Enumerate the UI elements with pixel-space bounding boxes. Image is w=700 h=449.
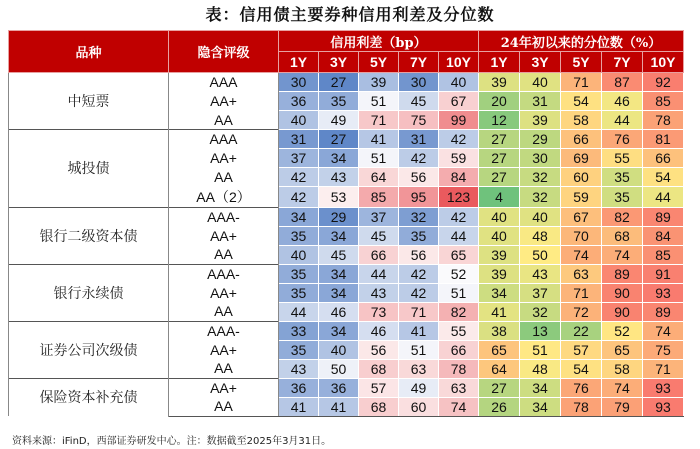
spread-cell: 34: [319, 264, 359, 283]
percentile-cell: 68: [602, 226, 643, 245]
percentile-cell: 66: [643, 149, 684, 168]
header-percentile-group: 24年初以来的分位数（%）: [479, 31, 684, 52]
percentile-cell: 74: [602, 245, 643, 264]
spread-cell: 63: [439, 378, 479, 397]
percentile-cell: 38: [479, 321, 520, 340]
spread-cell: 35: [399, 226, 439, 245]
percentile-cell: 66: [561, 130, 602, 149]
spread-cell: 40: [279, 245, 319, 264]
percentile-cell: 93: [643, 397, 684, 416]
percentile-cell: 32: [520, 187, 561, 208]
header-rating: 隐含评级: [169, 31, 279, 73]
percentile-cell: 75: [643, 340, 684, 359]
percentile-tenor-header: 3Y: [520, 52, 561, 73]
percentile-cell: 76: [561, 378, 602, 397]
spread-cell: 66: [359, 245, 399, 264]
spread-cell: 41: [279, 397, 319, 416]
spread-cell: 34: [319, 321, 359, 340]
percentile-cell: 48: [520, 226, 561, 245]
spread-cell: 35: [319, 92, 359, 111]
percentile-cell: 50: [520, 245, 561, 264]
table-row: [9, 130, 684, 149]
spread-cell: 31: [399, 130, 439, 149]
spread-cell: 42: [399, 264, 439, 283]
percentile-cell: 76: [602, 130, 643, 149]
percentile-cell: 93: [643, 378, 684, 397]
rating-cell: AAA: [169, 73, 279, 92]
rating-cell: AA: [169, 168, 279, 187]
spread-cell: 56: [359, 340, 399, 359]
spread-cell: 95: [399, 187, 439, 208]
spread-cell: 73: [359, 302, 399, 321]
spread-cell: 56: [399, 245, 439, 264]
percentile-cell: 32: [520, 168, 561, 187]
table-row: [9, 264, 684, 283]
percentile-cell: 59: [561, 187, 602, 208]
spread-cell: 75: [399, 111, 439, 130]
spread-cell: 41: [359, 130, 399, 149]
spread-cell: 34: [279, 207, 319, 226]
spread-cell: 46: [359, 321, 399, 340]
percentile-cell: 81: [643, 130, 684, 149]
percentile-cell: 51: [520, 340, 561, 359]
spread-table: [8, 30, 684, 417]
rating-cell: AA+: [169, 283, 279, 302]
spread-cell: 50: [319, 359, 359, 378]
category-cell: 城投债: [9, 130, 169, 208]
spread-cell: 44: [359, 264, 399, 283]
spread-cell: 45: [359, 226, 399, 245]
spread-cell: 45: [319, 245, 359, 264]
rating-cell: AA: [169, 359, 279, 378]
spread-cell: 71: [359, 111, 399, 130]
spread-tenor-header: 5Y: [359, 52, 399, 73]
spread-cell: 36: [279, 378, 319, 397]
percentile-cell: 78: [643, 111, 684, 130]
spread-cell: 32: [399, 207, 439, 226]
spread-cell: 67: [439, 92, 479, 111]
percentile-cell: 27: [479, 378, 520, 397]
percentile-cell: 34: [479, 283, 520, 302]
spread-cell: 35: [279, 264, 319, 283]
rating-cell: AAA: [169, 130, 279, 149]
spread-cell: 43: [319, 168, 359, 187]
spread-cell: 44: [439, 226, 479, 245]
rating-cell: AA+: [169, 226, 279, 245]
percentile-cell: 85: [643, 92, 684, 111]
spread-cell: 44: [279, 302, 319, 321]
spread-cell: 78: [439, 359, 479, 378]
percentile-cell: 90: [602, 283, 643, 302]
percentile-cell: 79: [602, 397, 643, 416]
spread-cell: 68: [359, 359, 399, 378]
spread-cell: 46: [319, 302, 359, 321]
percentile-cell: 35: [602, 168, 643, 187]
spread-cell: 51: [359, 149, 399, 168]
percentile-cell: 48: [520, 359, 561, 378]
spread-cell: 29: [319, 207, 359, 226]
percentile-cell: 37: [520, 283, 561, 302]
spread-cell: 40: [319, 340, 359, 359]
percentile-cell: 74: [602, 378, 643, 397]
spread-cell: 42: [439, 207, 479, 226]
rating-cell: AA: [169, 111, 279, 130]
spread-cell: 35: [279, 226, 319, 245]
spread-cell: 31: [279, 130, 319, 149]
percentile-cell: 27: [479, 168, 520, 187]
percentile-cell: 84: [643, 226, 684, 245]
rating-cell: AA: [169, 245, 279, 264]
percentile-cell: 71: [561, 283, 602, 302]
spread-cell: 68: [359, 397, 399, 416]
spread-cell: 60: [399, 397, 439, 416]
percentile-cell: 91: [643, 264, 684, 283]
percentile-cell: 4: [479, 187, 520, 208]
category-cell: 中短票: [9, 73, 169, 130]
spread-cell: 51: [439, 283, 479, 302]
percentile-cell: 43: [520, 264, 561, 283]
percentile-cell: 69: [561, 149, 602, 168]
rating-cell: AAA-: [169, 264, 279, 283]
category-cell: 证券公司次级债: [9, 321, 169, 378]
percentile-tenor-header: 1Y: [479, 52, 520, 73]
percentile-cell: 27: [479, 130, 520, 149]
spread-cell: 27: [319, 73, 359, 92]
spread-cell: 66: [439, 340, 479, 359]
percentile-cell: 22: [561, 321, 602, 340]
percentile-cell: 85: [643, 245, 684, 264]
percentile-cell: 35: [602, 187, 643, 208]
percentile-cell: 82: [602, 207, 643, 226]
spread-tenor-header: 1Y: [279, 52, 319, 73]
spread-cell: 42: [439, 130, 479, 149]
spread-cell: 41: [399, 321, 439, 340]
rating-cell: AA+: [169, 378, 279, 397]
spread-cell: 37: [359, 207, 399, 226]
spread-tenor-header: 3Y: [319, 52, 359, 73]
category-cell: 银行二级资本债: [9, 207, 169, 264]
percentile-cell: 93: [643, 283, 684, 302]
percentile-cell: 30: [520, 149, 561, 168]
percentile-cell: 58: [602, 359, 643, 378]
spread-cell: 27: [319, 130, 359, 149]
percentile-cell: 60: [561, 168, 602, 187]
percentile-cell: 89: [643, 302, 684, 321]
percentile-cell: 40: [479, 207, 520, 226]
spread-cell: 34: [319, 149, 359, 168]
spread-cell: 85: [359, 187, 399, 208]
spread-cell: 41: [319, 397, 359, 416]
percentile-cell: 72: [561, 302, 602, 321]
percentile-cell: 89: [602, 264, 643, 283]
percentile-cell: 20: [479, 92, 520, 111]
percentile-cell: 55: [602, 149, 643, 168]
table-row: [9, 73, 684, 92]
percentile-cell: 54: [561, 92, 602, 111]
percentile-cell: 74: [643, 321, 684, 340]
percentile-cell: 39: [479, 73, 520, 92]
percentile-cell: 92: [643, 73, 684, 92]
spread-cell: 49: [399, 378, 439, 397]
spread-cell: 99: [439, 111, 479, 130]
spread-cell: 39: [359, 73, 399, 92]
rating-cell: AA（2）: [169, 187, 279, 208]
table-row: [9, 378, 684, 397]
percentile-cell: 41: [479, 302, 520, 321]
rating-cell: AA: [169, 397, 279, 416]
spread-cell: 36: [319, 378, 359, 397]
percentile-cell: 58: [561, 111, 602, 130]
percentile-cell: 52: [602, 321, 643, 340]
percentile-cell: 44: [602, 111, 643, 130]
percentile-cell: 78: [561, 397, 602, 416]
spread-cell: 45: [399, 92, 439, 111]
percentile-cell: 89: [643, 207, 684, 226]
percentile-cell: 13: [520, 321, 561, 340]
percentile-cell: 40: [479, 226, 520, 245]
percentile-cell: 70: [561, 226, 602, 245]
spread-cell: 33: [279, 321, 319, 340]
spread-cell: 63: [399, 359, 439, 378]
table-body: [9, 73, 684, 417]
table-row: [9, 321, 684, 340]
category-cell: 保险资本补充债: [9, 378, 169, 416]
spread-cell: 52: [439, 264, 479, 283]
percentile-cell: 39: [479, 264, 520, 283]
spread-cell: 43: [359, 283, 399, 302]
spread-cell: 34: [319, 283, 359, 302]
percentile-cell: 31: [520, 92, 561, 111]
rating-cell: AA+: [169, 340, 279, 359]
spread-tenor-header: 7Y: [399, 52, 439, 73]
spread-cell: 56: [399, 168, 439, 187]
header-spread-group: 信用利差（bp）: [279, 31, 479, 52]
spread-cell: 59: [439, 149, 479, 168]
percentile-cell: 40: [520, 207, 561, 226]
spread-cell: 51: [359, 92, 399, 111]
spread-cell: 36: [279, 92, 319, 111]
spread-cell: 65: [439, 245, 479, 264]
percentile-cell: 40: [520, 73, 561, 92]
percentile-cell: 39: [520, 111, 561, 130]
percentile-cell: 64: [479, 359, 520, 378]
percentile-cell: 12: [479, 111, 520, 130]
spread-cell: 34: [319, 226, 359, 245]
percentile-cell: 29: [520, 130, 561, 149]
percentile-tenor-header: 7Y: [602, 52, 643, 73]
spread-cell: 57: [359, 378, 399, 397]
percentile-cell: 46: [602, 92, 643, 111]
table-row: [9, 207, 684, 226]
table-title: 表：信用债主要券种信用利差及分位数: [205, 5, 495, 24]
percentile-cell: 39: [479, 245, 520, 264]
percentile-cell: 65: [479, 340, 520, 359]
spread-cell: 42: [399, 149, 439, 168]
percentile-cell: 87: [602, 73, 643, 92]
percentile-cell: 34: [520, 378, 561, 397]
spread-cell: 35: [279, 340, 319, 359]
rating-cell: AA+: [169, 92, 279, 111]
percentile-cell: 67: [561, 207, 602, 226]
rating-cell: AAA-: [169, 321, 279, 340]
spread-cell: 74: [439, 397, 479, 416]
spread-cell: 30: [279, 73, 319, 92]
header-category: 品种: [9, 31, 169, 73]
spread-tenor-header: 10Y: [439, 52, 479, 73]
percentile-tenor-header: 10Y: [643, 52, 684, 73]
category-cell: 银行永续债: [9, 264, 169, 321]
spread-cell: 53: [319, 187, 359, 208]
source-note: 资料来源：iFinD，西部证券研发中心。注：数据截至2025年3月31日。: [12, 436, 332, 447]
percentile-cell: 26: [479, 397, 520, 416]
spread-cell: 37: [279, 149, 319, 168]
spread-cell: 123: [439, 187, 479, 208]
percentile-cell: 54: [561, 359, 602, 378]
percentile-cell: 74: [561, 245, 602, 264]
percentile-cell: 57: [561, 340, 602, 359]
spread-cell: 64: [359, 168, 399, 187]
spread-cell: 82: [439, 302, 479, 321]
percentile-cell: 27: [479, 149, 520, 168]
percentile-cell: 71: [561, 73, 602, 92]
rating-cell: AA+: [169, 149, 279, 168]
percentile-cell: 71: [643, 359, 684, 378]
spread-cell: 71: [399, 302, 439, 321]
percentile-cell: 44: [643, 187, 684, 208]
spread-cell: 30: [399, 73, 439, 92]
spread-cell: 40: [279, 111, 319, 130]
rating-cell: AA: [169, 302, 279, 321]
percentile-cell: 90: [602, 302, 643, 321]
rating-cell: AAA-: [169, 207, 279, 226]
spread-cell: 42: [279, 168, 319, 187]
percentile-cell: 54: [643, 168, 684, 187]
spread-cell: 43: [279, 359, 319, 378]
percentile-cell: 32: [520, 302, 561, 321]
spread-cell: 42: [399, 283, 439, 302]
spread-cell: 49: [319, 111, 359, 130]
percentile-cell: 63: [561, 264, 602, 283]
spread-cell: 42: [279, 187, 319, 208]
spread-cell: 35: [279, 283, 319, 302]
percentile-cell: 65: [602, 340, 643, 359]
percentile-tenor-header: 5Y: [561, 52, 602, 73]
spread-cell: 84: [439, 168, 479, 187]
spread-cell: 40: [439, 73, 479, 92]
spread-cell: 51: [399, 340, 439, 359]
spread-cell: 55: [439, 321, 479, 340]
percentile-cell: 34: [520, 397, 561, 416]
